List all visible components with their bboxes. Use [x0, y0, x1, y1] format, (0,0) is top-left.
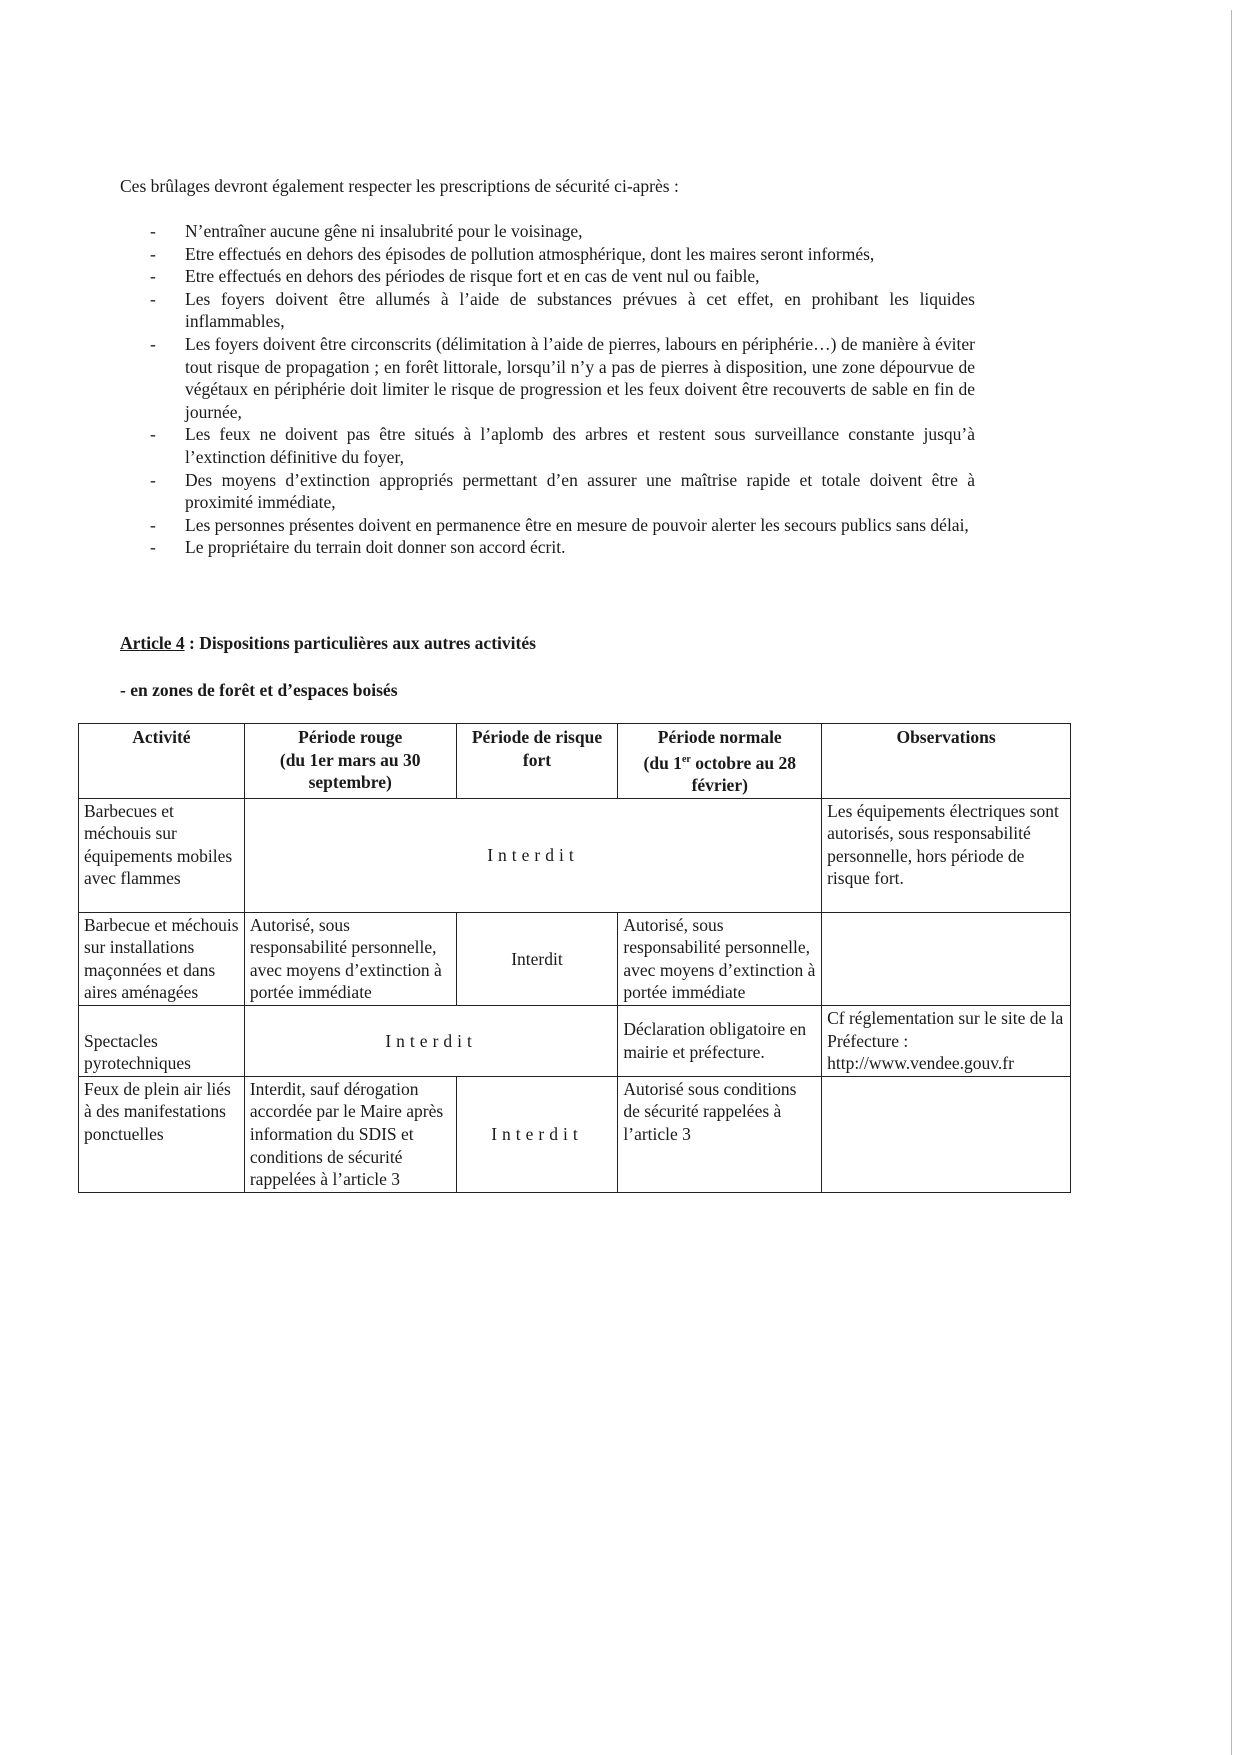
cell-high-risk: Interdit — [456, 912, 618, 1005]
prescriptions-list — [150, 220, 975, 559]
header-normal-dates-sup: er — [681, 753, 691, 765]
cell-red-period: Autorisé, sous responsabilité personnelle, avec moyens d’extinction à portée immédiate — [244, 912, 456, 1005]
intro-paragraph: Ces brûlages devront également respecter les prescriptions de sécurité ci-après : — [120, 176, 679, 196]
table-header-row — [79, 724, 1071, 799]
cell-observations — [822, 912, 1071, 1005]
list-item-text: Les feux ne doivent pas être situés à l’aplomb des arbres et restent sous surveillance constante jusqu’à l’extinction définitive du foyer, — [185, 424, 975, 467]
bullet-dash: - — [150, 424, 156, 445]
header-normal-period-label: Période normale — [657, 727, 782, 747]
article-heading — [120, 633, 536, 654]
bullet-dash: - — [150, 266, 156, 287]
list-item — [150, 423, 975, 468]
list-item — [150, 536, 975, 559]
header-red-period-label: Période rouge — [298, 727, 403, 747]
bullet-dash: - — [150, 221, 156, 241]
cell-activity: Feux de plein air liés à des manifestations ponctuelles — [79, 1076, 245, 1192]
activities-table — [78, 723, 1071, 1193]
table-row — [79, 1005, 1071, 1076]
article-label: Article 4 — [120, 633, 185, 653]
list-item — [150, 265, 975, 288]
list-item — [150, 243, 975, 266]
bullet-dash: - — [150, 288, 156, 309]
list-item — [150, 514, 975, 537]
list-item-text: Les personnes présentes doivent en permanence être en mesure de pouvoir alerter les secours publics sans délai, — [185, 514, 969, 535]
header-activity: Activité — [79, 724, 245, 799]
bullet-dash: - — [150, 469, 156, 490]
article-separator: : — [184, 633, 200, 653]
cell-observations — [822, 1076, 1071, 1192]
cell-activity: Spectacles pyrotechniques — [79, 1005, 245, 1076]
page-edge-line — [1231, 10, 1232, 1755]
header-normal-period — [618, 724, 822, 799]
list-item-text: Le propriétaire du terrain doit donner son accord écrit. — [185, 537, 566, 558]
header-red-period — [244, 724, 456, 799]
cell-observations: Cf réglementation sur le site de la Préfecture : http://www.vendee.gouv.fr — [822, 1005, 1071, 1076]
zone-subheading: - en zones de forêt et d’espaces boisés — [120, 680, 398, 700]
header-high-risk: Période de risque fort — [456, 724, 618, 799]
cell-activity: Barbecues et méchouis sur équipements mobiles avec flammes — [79, 798, 245, 912]
table-row — [79, 798, 1071, 912]
header-normal-dates-suffix: octobre au 28 février) — [690, 752, 796, 796]
cell-observations: Les équipements électriques sont autorisés, sous responsabilité personnelle, hors période de risque fort. — [822, 798, 1071, 912]
article-title-text: Dispositions particulières aux autres activités — [199, 633, 536, 653]
cell-activity: Barbecue et méchouis sur installations maçonnées et dans aires aménagées — [79, 912, 245, 1005]
list-item — [150, 288, 975, 333]
list-item — [150, 333, 975, 423]
list-item-text: Les foyers doivent être circonscrits (délimitation à l’aide de pierres, labours en périphérie…) de manière à éviter tout risque de propagation ; en forêt littorale, lorsqu’il n’y a pas de pierres à disposition, une zone dépourvue de végétaux en périphérie doit limiter le risque de progression et les feux doivent être recouverts de sable en fin de journée, — [185, 333, 975, 422]
cell-red-period: Interdit, sauf dérogation accordée par le Maire après information du SDIS et conditions de sécurité rappelées à l’article 3 — [244, 1076, 456, 1192]
bullet-dash: - — [150, 514, 156, 535]
cell-normal-period: Autorisé sous conditions de sécurité rappelées à l’article 3 — [618, 1076, 822, 1192]
list-item-text: Etre effectués en dehors des périodes de risque fort et en cas de vent nul ou faible, — [185, 266, 760, 287]
header-normal-dates-prefix: (du 1 — [643, 752, 682, 773]
table-row — [79, 912, 1071, 1005]
table-row — [79, 1076, 1071, 1192]
list-item-text: Les foyers doivent être allumés à l’aide de substances prévues à cet effet, en prohibant les liquides inflammables, — [185, 288, 975, 332]
list-item — [150, 220, 975, 243]
list-item-text: Des moyens d’extinction appropriés permettant d’en assurer une maîtrise rapide et totale doivent être à proximité immédiate, — [185, 469, 975, 513]
cell-high-risk: Interdit — [456, 1076, 618, 1192]
list-item — [150, 469, 975, 514]
list-item-text: N’entraîner aucune gêne ni insalubrité pour le voisinage, — [185, 221, 583, 241]
header-red-period-dates: (du 1er mars au 30 septembre) — [279, 749, 421, 793]
cell-normal-period: Autorisé, sous responsabilité personnelle, avec moyens d’extinction à portée immédiate — [618, 912, 822, 1005]
bullet-dash: - — [150, 333, 156, 354]
header-observations: Observations — [822, 724, 1071, 799]
list-item-text: Etre effectués en dehors des épisodes de pollution atmosphérique, dont les maires seront informés, — [185, 243, 875, 264]
bullet-dash: - — [150, 243, 156, 264]
bullet-dash: - — [150, 537, 156, 558]
cell-normal-period: Déclaration obligatoire en mairie et préfecture. — [618, 1005, 822, 1076]
cell-merged-periods: Interdit — [244, 798, 821, 912]
cell-merged-periods: Interdit — [244, 1005, 618, 1076]
